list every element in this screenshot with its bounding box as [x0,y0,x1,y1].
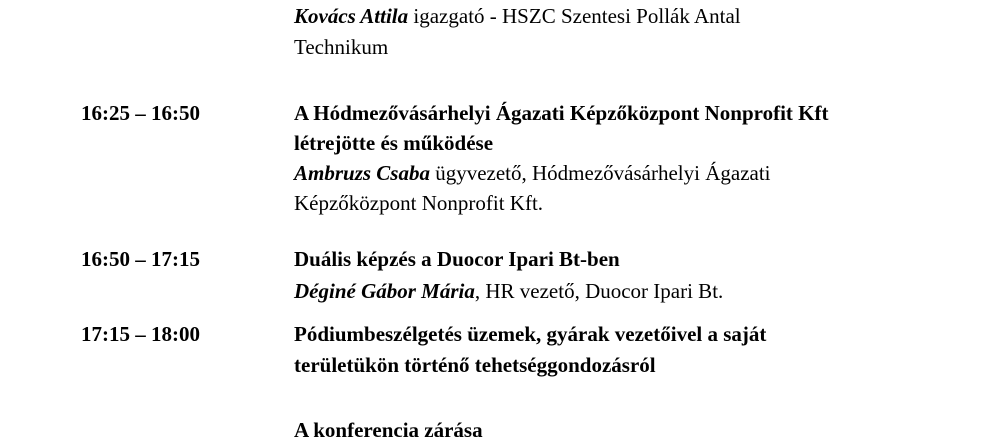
agenda-time: 17:15 – 18:00 [81,322,200,346]
agenda-time: 16:50 – 17:15 [81,247,200,271]
agenda-speaker-name: Déginé Gábor Mária [294,279,475,303]
agenda-speaker-role-cont: Képzőközpont Nonprofit Kft. [294,191,544,215]
intro-speaker-line [294,4,741,28]
agenda-title: Duális képzés a Duocor Ipari Bt-ben [294,247,620,271]
agenda-speaker-role: , HR vezető, Duocor Ipari Bt. [474,279,724,303]
agenda-speaker-line [294,161,771,185]
intro-speaker-role: igazgató - HSZC Szentesi Pollák Antal [408,4,741,28]
closing-title: A konferencia zárása [294,418,483,442]
agenda-speaker-name: Ambruzs Csaba [294,161,430,185]
agenda-time: 16:25 – 16:50 [81,101,200,125]
agenda-title-cont: területükön történő tehetséggondozásról [294,353,656,377]
agenda-speaker-role: ügyvezető, Hódmezővásárhelyi Ágazati [429,161,771,185]
agenda-title: Pódiumbeszélgetés üzemek, gyárak vezetőivel a saját [294,322,767,346]
intro-speaker-name: Kovács Attila [294,4,409,28]
agenda-title: A Hódmezővásárhelyi Ágazati Képzőközpont Nonprofit Kft [294,101,829,125]
intro-speaker-role-cont: Technikum [294,35,389,59]
agenda-title-cont: létrejötte és működése [294,131,494,155]
agenda-speaker-line [294,279,723,303]
